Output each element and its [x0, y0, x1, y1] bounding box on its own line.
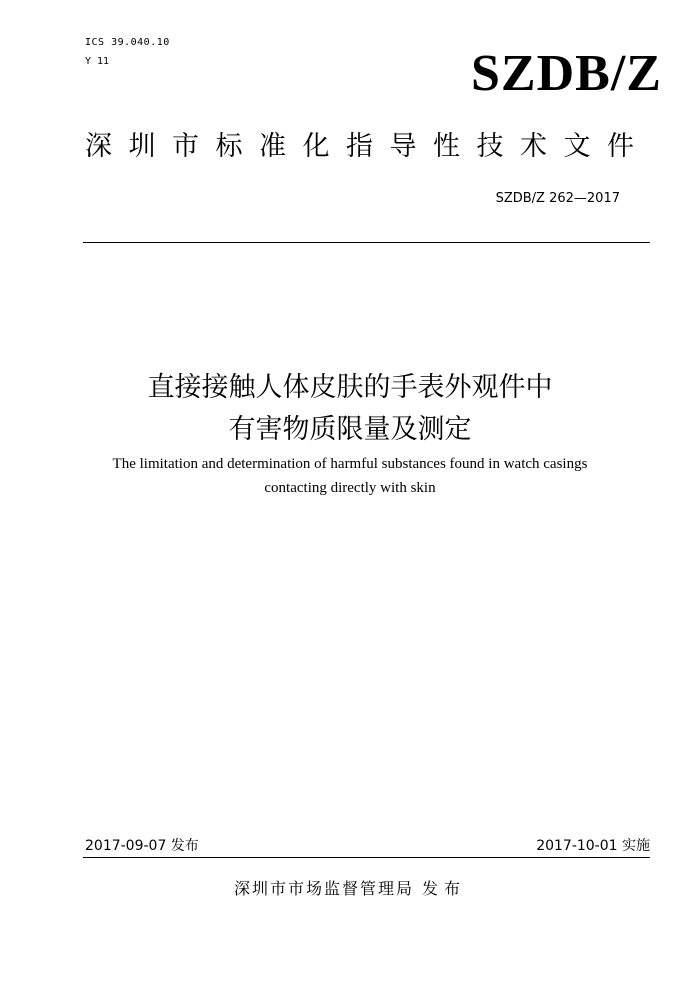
ics-code: ICS 39.040.10 — [85, 37, 170, 48]
standard-brand-code: SZDB/Z — [471, 45, 662, 102]
document-number: SZDB/Z 262—2017 — [495, 191, 620, 206]
title-chinese-line-2: 有害物质限量及测定 — [228, 414, 472, 445]
publisher-line — [0, 877, 700, 901]
issue-date: 2017-09-07 发布 — [85, 838, 199, 854]
title-english-line-1: The limitation and determination of harmful substances found in watch casings — [112, 456, 588, 472]
implementation-date: 2017-10-01 实施 — [536, 838, 650, 854]
classification-code: Y 11 — [85, 56, 110, 67]
publish-action: 发布 — [422, 879, 467, 898]
publisher-name: 深圳市市场监督管理局 — [233, 879, 414, 898]
header-divider — [83, 242, 650, 243]
document-category: 深圳市标准化指导性技术文件 — [85, 131, 651, 162]
title-english-line-2: contacting directly with skin — [264, 480, 436, 496]
title-chinese-line-1: 直接接触人体皮肤的手表外观件中 — [147, 372, 553, 403]
footer-divider — [83, 857, 650, 858]
